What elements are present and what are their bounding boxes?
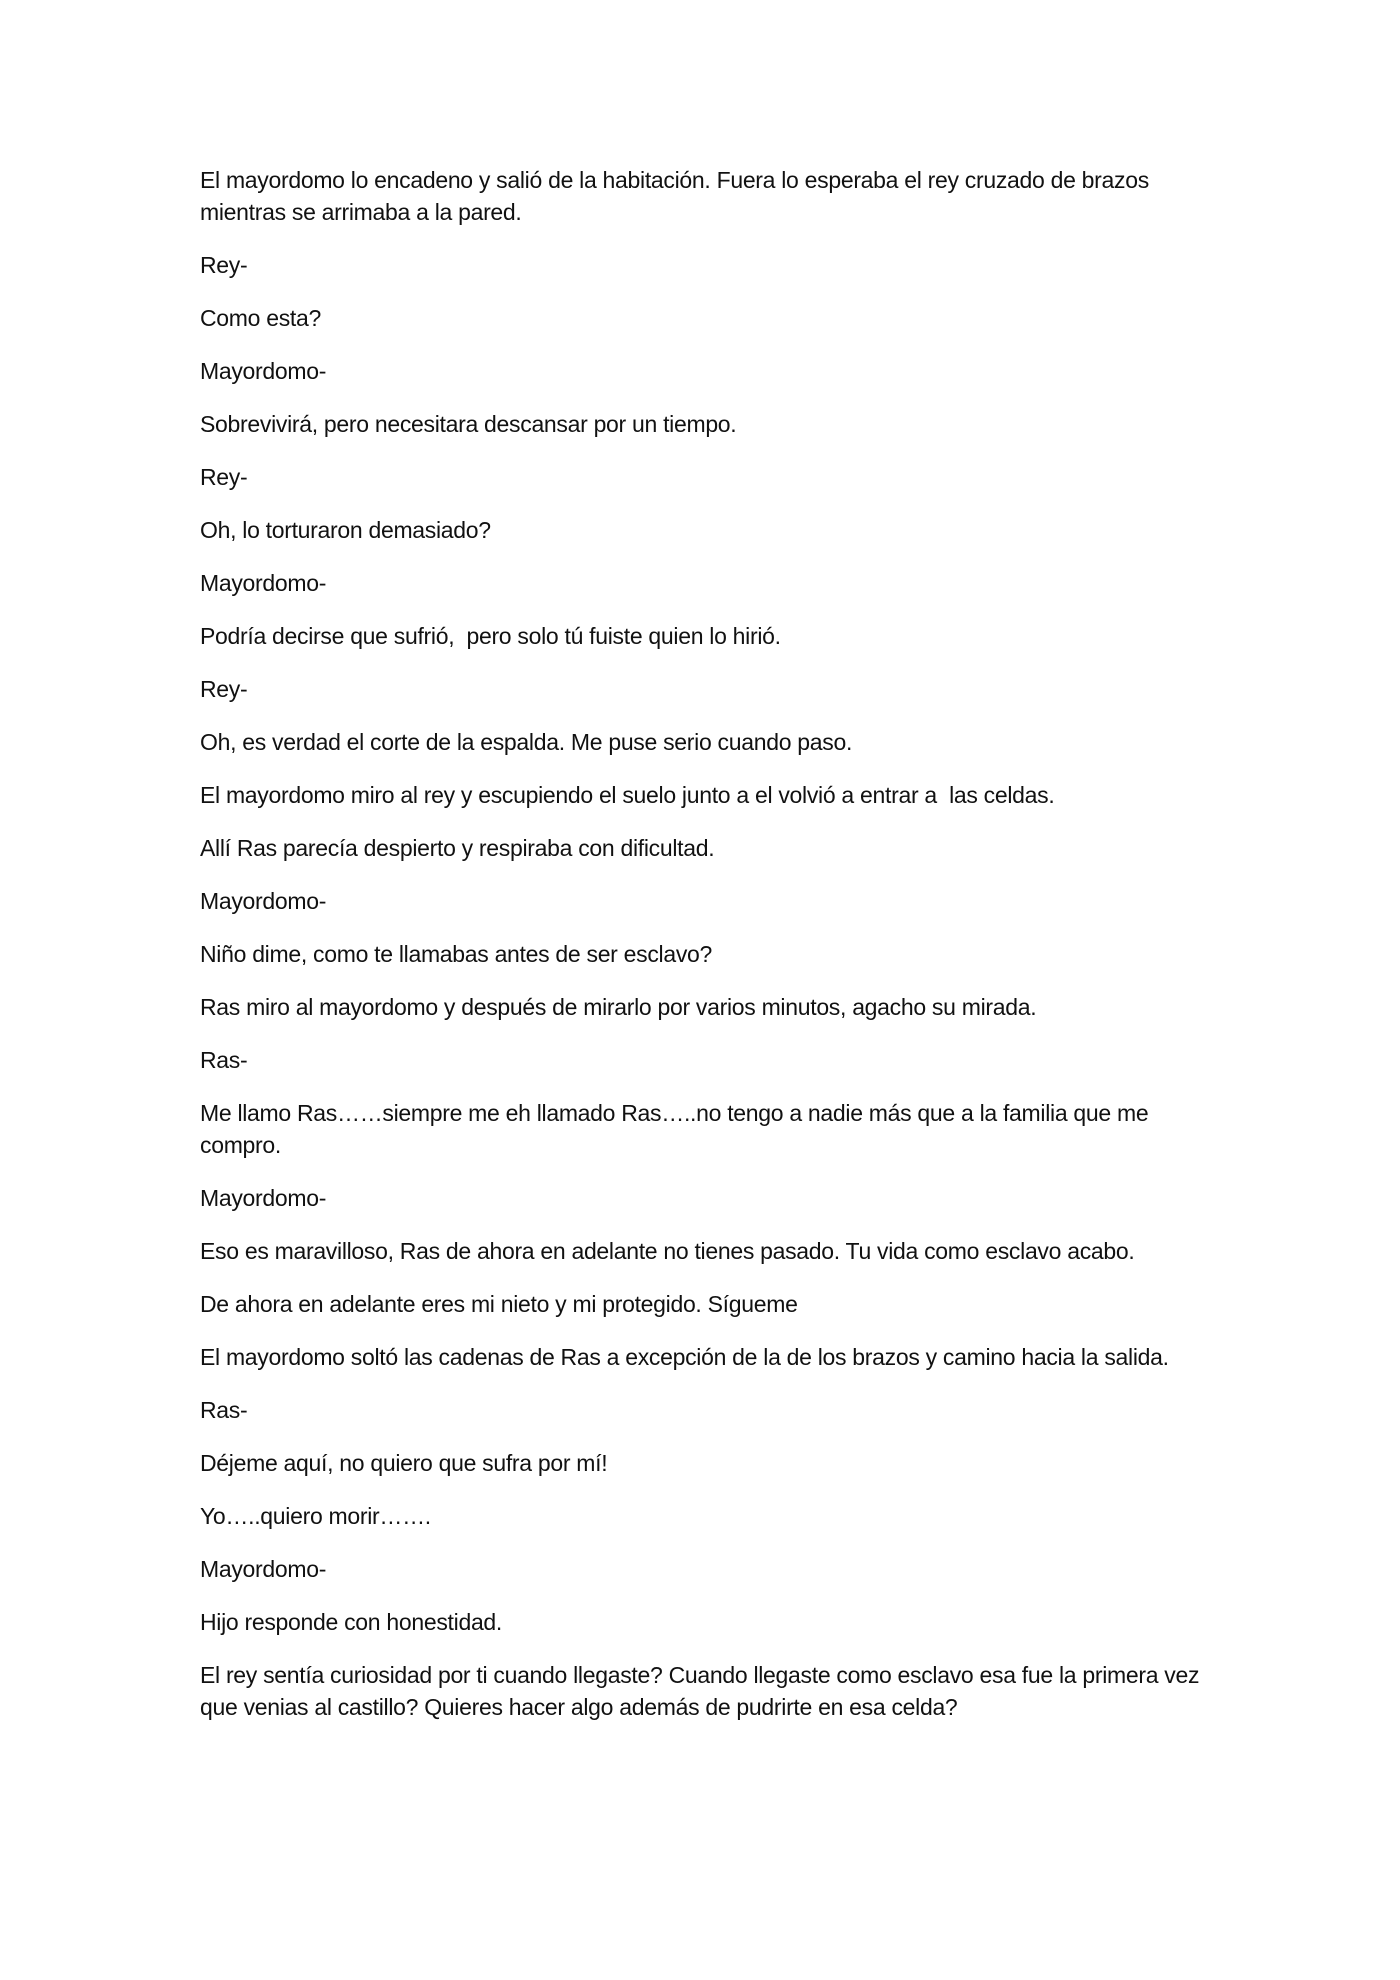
paragraph-dialogue: Hijo responde con honestidad. (200, 1609, 503, 1635)
paragraph-speaker: Mayordomo- (200, 358, 327, 384)
paragraph-dialogue: El rey sentía curiosidad por ti cuando llegaste? Cuando llegaste como esclavo esa fue la primera vez que venias al castillo? Quieres hacer algo además de pudrirte en esa celda? (200, 1662, 1206, 1720)
paragraph-narration: El mayordomo soltó las cadenas de Ras a excepción de la de los brazos y camino hacia la salida. (200, 1344, 1169, 1370)
paragraph-narration: Ras miro al mayordomo y después de mirarlo por varios minutos, agacho su mirada. (200, 994, 1037, 1020)
paragraph-dialogue: Podría decirse que sufrió, pero solo tú fuiste quien lo hirió. (200, 623, 781, 649)
paragraph-narration: El mayordomo lo encadeno y salió de la habitación. Fuera lo esperaba el rey cruzado de brazos mientras se arrimaba a la pared. (200, 167, 1155, 225)
paragraph-narration: Allí Ras parecía despierto y respiraba con dificultad. (200, 835, 715, 861)
paragraph-dialogue: Niño dime, como te llamabas antes de ser esclavo? (200, 941, 713, 967)
paragraph-speaker: Rey- (200, 676, 248, 702)
document-body (200, 164, 1210, 1744)
paragraph-dialogue: De ahora en adelante eres mi nieto y mi protegido. Sígueme (200, 1291, 798, 1317)
paragraph-dialogue: Como esta? (200, 305, 322, 331)
paragraph-dialogue: Oh, es verdad el corte de la espalda. Me puse serio cuando paso. (200, 729, 853, 755)
paragraph-dialogue: Eso es maravilloso, Ras de ahora en adelante no tienes pasado. Tu vida como esclavo acabo. (200, 1238, 1135, 1264)
paragraph-dialogue: Sobrevivirá, pero necesitara descansar por un tiempo. (200, 411, 737, 437)
paragraph-narration: El mayordomo miro al rey y escupiendo el suelo junto a el volvió a entrar a las celdas. (200, 782, 1055, 808)
paragraph-speaker: Mayordomo- (200, 1556, 327, 1582)
paragraph-speaker: Ras- (200, 1397, 248, 1423)
paragraph-speaker: Rey- (200, 464, 248, 490)
paragraph-speaker: Mayordomo- (200, 888, 327, 914)
paragraph-dialogue: Yo…..quiero morir……. (200, 1503, 431, 1529)
paragraph-dialogue: Déjeme aquí, no quiero que sufra por mí! (200, 1450, 608, 1476)
paragraph-dialogue: Me llamo Ras……siempre me eh llamado Ras…..no tengo a nadie más que a la familia que me compro. (200, 1100, 1155, 1158)
paragraph-dialogue: Oh, lo torturaron demasiado? (200, 517, 491, 543)
paragraph-speaker: Mayordomo- (200, 570, 327, 596)
paragraph-speaker: Rey- (200, 252, 248, 278)
paragraph-speaker: Mayordomo- (200, 1185, 327, 1211)
paragraph-speaker: Ras- (200, 1047, 248, 1073)
